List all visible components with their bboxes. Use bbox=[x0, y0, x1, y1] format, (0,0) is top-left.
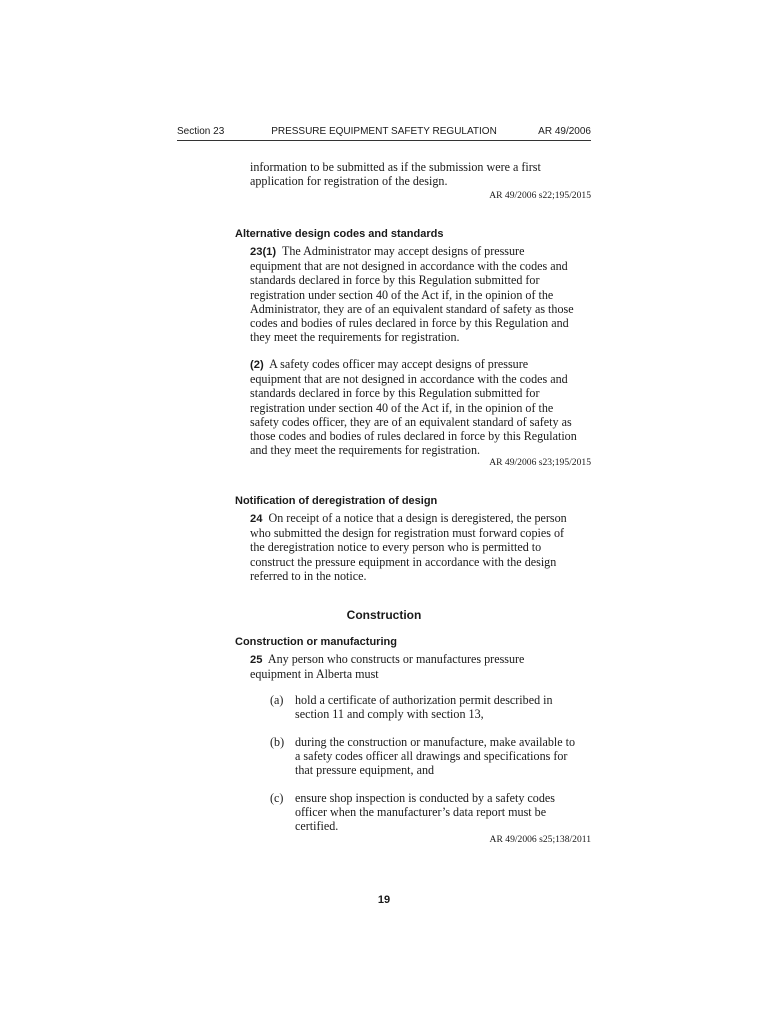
part-title: Construction bbox=[346, 608, 422, 622]
text-line: equipment in Alberta must bbox=[250, 667, 379, 682]
text-line: standards declared in force by this Regulation submitted for bbox=[250, 273, 540, 288]
section-25-text bbox=[250, 652, 524, 681]
text-line: Administrator, they are of an equivalent standard of safety as those bbox=[250, 301, 574, 316]
section-heading-23: Alternative design codes and standards bbox=[235, 228, 444, 240]
text-line: The Administrator may accept designs of pressure bbox=[281, 244, 525, 258]
item-label-c: (c) bbox=[270, 791, 284, 805]
section-number: 24 bbox=[250, 513, 263, 525]
text-line: construct the pressure equipment in accordance with the design bbox=[250, 554, 557, 569]
header-ar-number: AR 49/2006 bbox=[538, 126, 591, 137]
section-heading-25: Construction or manufacturing bbox=[235, 636, 397, 648]
section-number: 23(1) bbox=[250, 246, 277, 258]
text-line: equipment that are not designed in accordance with the codes and bbox=[250, 259, 568, 274]
text-line: that pressure equipment, and bbox=[295, 763, 435, 778]
text-line: Any person who constructs or manufactures pressure bbox=[267, 652, 525, 666]
running-header bbox=[177, 126, 591, 140]
text-line: certified. bbox=[295, 819, 339, 834]
header-title: PRESSURE EQUIPMENT SAFETY REGULATION bbox=[271, 126, 497, 137]
text-line: information to be submitted as if the submission were a first bbox=[250, 160, 541, 174]
citation-s22: AR 49/2006 s22;195/2015 bbox=[489, 190, 591, 201]
text-line: ensure shop inspection is conducted by a safety codes bbox=[295, 791, 555, 805]
section-23-subsection-1 bbox=[250, 244, 574, 344]
text-line: standards declared in force by this Regulation submitted for bbox=[250, 386, 540, 401]
text-line: referred to in the notice. bbox=[250, 568, 367, 583]
text-line: On receipt of a notice that a design is deregistered, the person bbox=[268, 511, 567, 525]
page-number: 19 bbox=[377, 894, 391, 906]
item-label-a: (a) bbox=[270, 693, 284, 707]
text-line: registration under section 40 of the Act if, in the opinion of the bbox=[250, 287, 554, 302]
citation-s23: AR 49/2006 s23;195/2015 bbox=[489, 457, 591, 468]
item-text-a bbox=[295, 693, 553, 721]
section-23-subsection-2 bbox=[250, 357, 577, 457]
text-line: hold a certificate of authorization permit described in bbox=[295, 693, 553, 707]
header-section: Section 23 bbox=[177, 126, 225, 137]
text-line: a safety codes officer all drawings and specifications for bbox=[295, 749, 568, 764]
text-line: section 11 and comply with section 13, bbox=[295, 707, 484, 722]
citation-s25: AR 49/2006 s25;138/2011 bbox=[489, 834, 591, 845]
subsection-number: (2) bbox=[250, 359, 264, 371]
section-heading-24: Notification of deregistration of design bbox=[235, 495, 438, 507]
text-line: during the construction or manufacture, make available to bbox=[295, 735, 576, 749]
text-line: registration under section 40 of the Act if, in the opinion of the bbox=[250, 400, 554, 415]
header-rule bbox=[177, 140, 591, 141]
text-line: safety codes officer, they are of an equivalent standard of safety as bbox=[250, 414, 572, 429]
item-text-b bbox=[295, 735, 575, 778]
text-line: who submitted the design for registration must forward copies of bbox=[250, 526, 565, 541]
text-line: equipment that are not designed in accordance with the codes and bbox=[250, 372, 568, 387]
text-line: those codes and bodies of rules declared in force by this Regulation bbox=[250, 429, 577, 444]
text-line: the deregistration notice to every person who is permitted to bbox=[250, 540, 542, 555]
section-number: 25 bbox=[250, 654, 263, 666]
continuation-text bbox=[250, 160, 541, 188]
text-line: officer when the manufacturer’s data report must be bbox=[295, 805, 547, 820]
section-24-text bbox=[250, 511, 567, 583]
text-line: application for registration of the design. bbox=[250, 174, 448, 189]
item-label-b: (b) bbox=[270, 735, 285, 749]
text-line: A safety codes officer may accept designs of pressure bbox=[269, 357, 529, 371]
text-line: codes and bodies of rules declared in force by this Regulation and bbox=[250, 316, 569, 331]
item-text-c bbox=[295, 791, 555, 834]
text-line: they meet the requirements for registration. bbox=[250, 330, 460, 345]
text-line: and they meet the requirements for registration. bbox=[250, 443, 481, 458]
